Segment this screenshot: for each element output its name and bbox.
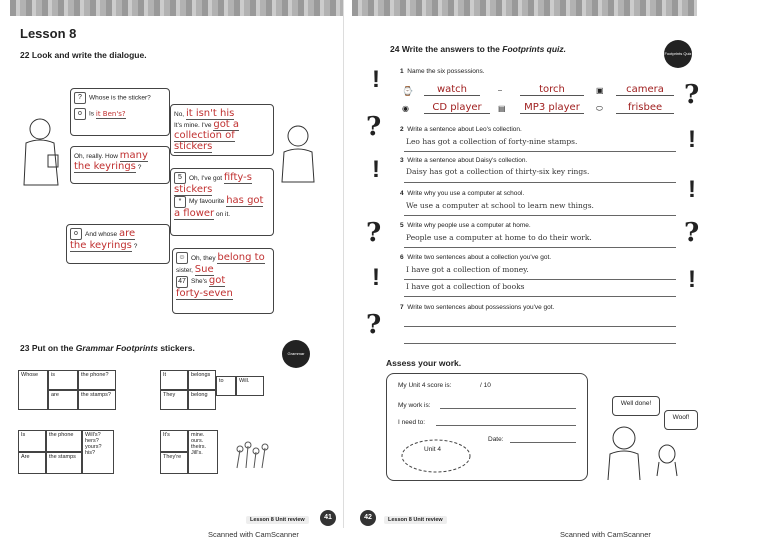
decorative-border — [352, 0, 697, 16]
girl-illustration — [278, 122, 318, 184]
exclamation-icon: ! — [372, 156, 380, 183]
answer-field[interactable]: forty-seven — [176, 287, 233, 299]
table-cell: Is — [18, 430, 46, 452]
speech-bubble-boy: Well done! — [612, 396, 660, 416]
answer-line — [404, 295, 676, 297]
answer-field[interactable]: frisbee — [616, 102, 674, 114]
answer-field[interactable]: Sue — [194, 264, 214, 276]
answer-field[interactable]: watch — [424, 84, 480, 96]
exercise-24-title — [390, 44, 566, 54]
question-text: Write a sentence about Daisy's collection. — [407, 157, 528, 164]
dialogue-text: on it. — [215, 210, 231, 218]
lesson-title: Lesson 8 — [20, 26, 77, 41]
question-4: 4 Write why you use a computer at school. — [400, 190, 525, 197]
flower-icon: * — [174, 196, 186, 208]
footprints-quiz-badge: Footprints Quiz — [664, 40, 692, 68]
question-7: 7 Write two sentences about possessions you've got. — [400, 304, 555, 311]
decorative-border — [10, 0, 343, 16]
table-cell: the stamps? — [78, 390, 116, 410]
footer-label: Lesson 8 Unit review — [384, 516, 447, 524]
question-text: Write two sentences about a collection you've got. — [407, 254, 552, 261]
answer-field[interactable]: collection of stickers — [174, 130, 235, 152]
camera-icon: ▣ — [596, 86, 604, 95]
exercise-23-text-end: stickers. — [160, 343, 195, 353]
table-cell: belong — [188, 390, 216, 410]
question-1: 1 Name the six possessions. — [400, 68, 485, 75]
answer-field[interactable]: CD player — [424, 102, 490, 114]
unit-label: Unit 4 — [424, 446, 441, 453]
question-text: Write why people use a computer at home. — [407, 222, 531, 229]
exclamation-icon: ! — [688, 176, 696, 203]
keyring-icon: o — [70, 228, 82, 240]
dialogue-text: Oh, really. How — [74, 153, 118, 160]
answer-line — [404, 278, 676, 280]
answer-2[interactable]: Leo has got a collection of forty-nine stamps. — [406, 137, 578, 146]
question-text: Write why you use a computer at school. — [407, 190, 525, 197]
question-mark-icon: ? — [684, 218, 700, 248]
question-mark-icon: ? — [366, 218, 382, 248]
dialogue-text: sister, — [176, 267, 193, 275]
dog-illustration — [652, 442, 682, 478]
exercise-22-title: 22 Look and write the dialogue. — [20, 50, 147, 60]
need-field[interactable] — [436, 425, 576, 426]
exercise-23-text: 23 Put on the — [20, 343, 74, 353]
question-mark-icon: ? — [366, 310, 382, 340]
answer-field[interactable]: MP3 player — [520, 102, 584, 114]
exercise-23-title — [20, 343, 195, 353]
work-field[interactable] — [440, 408, 576, 409]
page-number: 42 — [360, 510, 376, 526]
frisbee-icon: ⬭ — [596, 104, 603, 113]
table-cell: It's — [160, 430, 188, 452]
footer-label: Lesson 8 Unit review — [246, 516, 309, 524]
table-cell: the phone — [46, 430, 82, 452]
cd-player-icon: ◉ — [402, 104, 409, 113]
table-cell: Are — [18, 452, 46, 474]
table-cell: the stamps — [46, 452, 82, 474]
answer-line — [404, 342, 676, 344]
table-cell: mine. ours. theirs. Jill's. — [188, 430, 218, 474]
question-text: Write a sentence about Leo's collection. — [407, 126, 522, 133]
answer-field[interactable]: has got — [226, 195, 264, 207]
dialogue-text: My favourite — [189, 198, 225, 206]
answer-line — [404, 325, 676, 327]
dialogue-bubble-3: Oh, really. How many the keyrings ? — [70, 146, 170, 184]
dialogue-text: It's mine. I've — [174, 122, 212, 129]
date-field[interactable] — [510, 442, 576, 443]
table-cell: is — [48, 370, 78, 390]
dialogue-text: Oh, I've got — [189, 175, 223, 182]
dialogue-text: And whose — [85, 231, 118, 238]
table-cell: are — [48, 390, 78, 410]
scan-watermark: Scanned with CamScanner — [208, 530, 299, 539]
answer-6a[interactable]: I have got a collection of money. — [406, 265, 529, 274]
table-cell: Whose — [18, 370, 48, 410]
answer-field[interactable]: belong to — [217, 252, 265, 263]
question-6: 6 Write two sentences about a collection you've got. — [400, 254, 552, 261]
answer-line — [404, 246, 676, 248]
answer-field[interactable]: fifty-s — [223, 172, 252, 183]
work-label: My work is: — [398, 402, 431, 409]
keyring-icon: o — [74, 108, 86, 120]
girl-icon: ☺ — [176, 252, 188, 264]
answer-line — [404, 214, 676, 216]
watch-icon: ⌚ — [402, 86, 414, 96]
dialogue-bubble-5: o And whose are the keyrings ? — [66, 224, 170, 264]
answer-5[interactable]: People use a computer at home to do their work. — [406, 233, 592, 242]
answer-field[interactable]: stickers — [174, 184, 213, 196]
answer-field[interactable]: many — [119, 150, 148, 161]
page-number: 41 — [320, 510, 336, 526]
exclamation-icon: ! — [372, 66, 380, 93]
answer-field[interactable]: it Ben's? — [95, 109, 126, 118]
question-3: 3 Write a sentence about Daisy's collection. — [400, 157, 528, 164]
torch-icon: ⎯ — [498, 86, 502, 95]
answer-field[interactable]: the keyrings — [74, 161, 136, 172]
grammar-footprints-badge: Grammar Footprints — [282, 340, 310, 368]
answer-field[interactable]: are — [118, 228, 136, 239]
sticker-icon: 5 — [174, 172, 186, 184]
answer-field[interactable]: got a — [213, 119, 240, 130]
dialogue-text: No, — [174, 111, 185, 118]
flowers-illustration — [232, 440, 272, 470]
exclamation-icon: ! — [372, 264, 380, 291]
boy-illustration — [18, 115, 66, 190]
question-mark-icon: ? — [366, 112, 382, 142]
question-5: 5 Write why people use a computer at home. — [400, 222, 531, 229]
dialogue-bubble-2 — [170, 104, 274, 156]
exclamation-icon: ! — [688, 266, 696, 293]
answer-line — [404, 181, 676, 183]
answer-field[interactable]: got — [208, 275, 226, 287]
answer-line — [404, 150, 676, 152]
footprint-icon — [398, 430, 478, 476]
score-label: My Unit 4 score is: — [398, 382, 452, 389]
answer-4[interactable]: We use a computer at school to learn new things. — [406, 201, 594, 210]
speech-bubble-dog: Woof! — [664, 410, 698, 430]
answer-field[interactable]: camera — [616, 84, 674, 96]
dialogue-bubble-4 — [170, 168, 274, 236]
question-2: 2 Write a sentence about Leo's collection. — [400, 126, 522, 133]
table-cell: It — [160, 370, 188, 390]
boy-illustration — [604, 424, 644, 482]
dialogue-bubble-6 — [172, 248, 274, 314]
answer-3[interactable]: Daisy has got a collection of thirty-six key rings. — [406, 167, 590, 176]
exercise-23-emphasis: Grammar Footprints — [75, 343, 158, 353]
answer-field[interactable]: the keyrings — [70, 240, 132, 252]
table-cell: belongs — [188, 370, 216, 390]
dialogue-bubble-1 — [70, 88, 170, 136]
dialogue-text: Oh, they — [191, 255, 216, 262]
sticker-icon: ? — [74, 92, 86, 104]
question-mark-icon: ? — [684, 80, 700, 110]
table-cell: the phone? — [78, 370, 116, 390]
answer-6b[interactable]: I have got a collection of books — [406, 282, 525, 291]
question-text: Write two sentences about possessions you've got. — [407, 304, 555, 311]
assess-title: Assess your work. — [386, 358, 462, 368]
mp3-player-icon: ▤ — [498, 104, 506, 113]
dialogue-text: Whose is the sticker? — [89, 94, 151, 102]
answer-field[interactable]: torch — [520, 84, 584, 96]
answer-field[interactable]: a flower — [174, 207, 215, 219]
date-label: Date: — [488, 436, 504, 443]
dialogue-text: She's — [191, 278, 208, 286]
table-cell: to — [216, 376, 236, 396]
answer-field[interactable]: it isn't his — [185, 108, 235, 119]
question-text: Name the six possessions. — [407, 68, 485, 75]
table-cell: They're — [160, 452, 188, 474]
number-icon: 47 — [176, 276, 188, 288]
exercise-24-text: 24 Write the answers to the — [390, 44, 500, 54]
table-cell: Will's? hers? yours? his? — [82, 430, 114, 474]
need-label: I need to: — [398, 419, 426, 426]
score-value[interactable]: / 10 — [480, 382, 491, 389]
table-cell: Will. — [236, 376, 264, 396]
dialogue-text: Is — [89, 110, 95, 118]
table-cell: They — [160, 390, 188, 410]
exercise-24-emphasis: Footprints quiz. — [502, 44, 567, 54]
scan-watermark: Scanned with CamScanner — [560, 530, 651, 539]
exclamation-icon: ! — [688, 126, 696, 153]
